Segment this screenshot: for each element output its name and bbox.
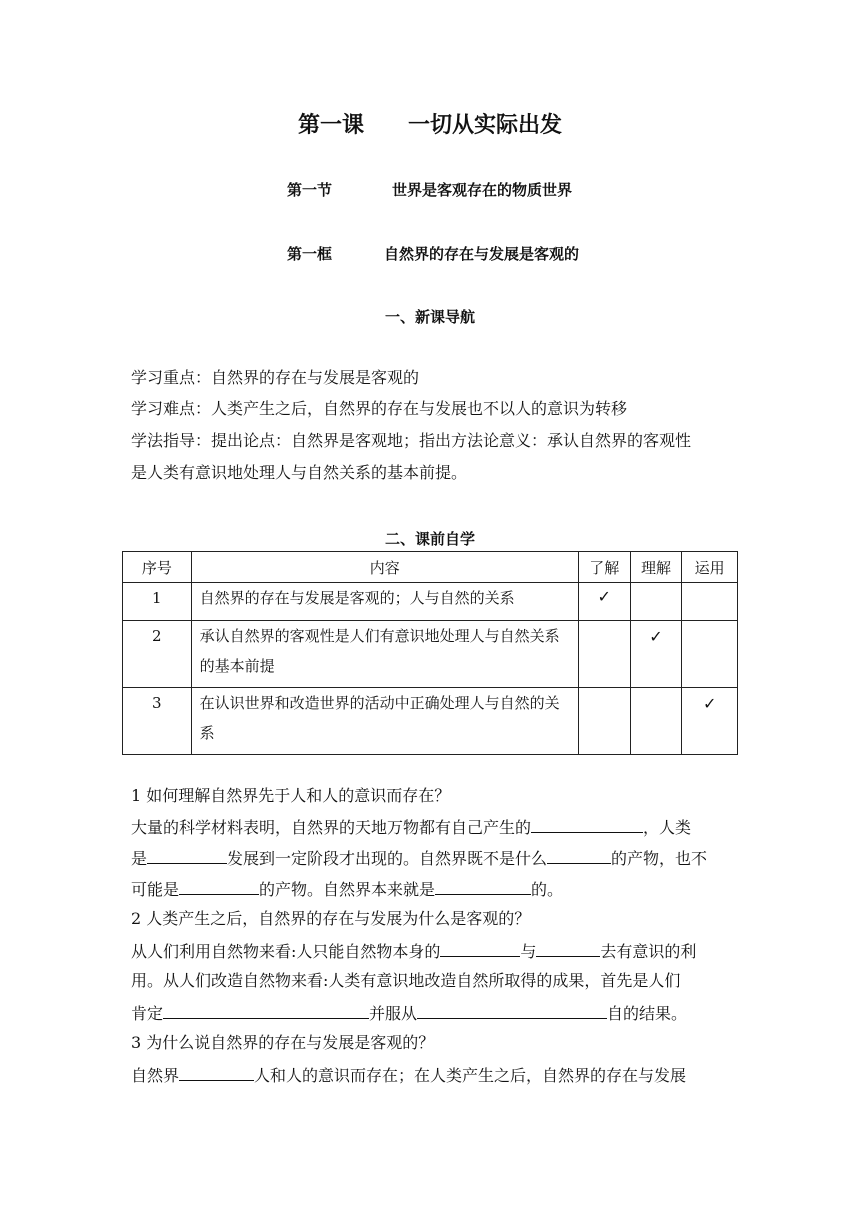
- check-mark-icon: ✓: [702, 694, 717, 713]
- study-difficulty: 学习难点：人类产生之后，自然界的存在与发展也不以人的意识为转移: [131, 399, 628, 418]
- section-label: 第一节: [287, 181, 333, 199]
- header-number: 序号: [123, 552, 192, 583]
- header-content: 内容: [191, 552, 578, 583]
- fill-blank[interactable]: [417, 1004, 607, 1019]
- study-method-line2: 是人类有意识地处理人与自然关系的基本前提。: [131, 463, 468, 482]
- fill-blank[interactable]: [531, 818, 643, 833]
- row-number: 1: [152, 589, 162, 607]
- row-content: 自然界的存在与发展是客观的；人与自然的关系: [199, 589, 515, 607]
- q1-line2: 是 发展到一定阶段才出现的。自然界既不是什么 的产物，也不: [131, 849, 708, 868]
- fill-blank[interactable]: [547, 849, 611, 864]
- table-row: [123, 621, 738, 688]
- row-number: 2: [152, 627, 162, 645]
- part2-heading: 二、课前自学: [384, 530, 475, 548]
- lesson-title: 一切从实际出发: [408, 112, 563, 138]
- q2-line1: 从人们利用自然物来看:人只能自然物本身的 与 去有意识的利: [131, 942, 697, 961]
- header-know: 了解: [578, 552, 630, 583]
- fill-blank[interactable]: [440, 942, 520, 957]
- q2-line3: 肯定 并服从 自的结果。: [131, 1004, 688, 1023]
- study-method-line1: 学法指导：提出论点：自然界是客观地；指出方法论意义：承认自然界的客观性: [131, 431, 692, 450]
- check-mark-icon: ✓: [649, 627, 663, 646]
- part1-heading: 一、新课导航: [384, 308, 475, 326]
- check-mark-icon: ✓: [597, 587, 611, 606]
- study-focus: 学习重点：自然界的存在与发展是客观的: [131, 368, 420, 387]
- self-study-table: [122, 551, 738, 755]
- table-row: [123, 688, 738, 755]
- lesson-label: 第一课: [297, 112, 364, 138]
- fill-blank[interactable]: [179, 1066, 254, 1081]
- frame-title: 自然界的存在与发展是客观的: [384, 245, 580, 263]
- header-understand: 理解: [630, 552, 682, 583]
- section-title: 世界是客观存在的物质世界: [392, 181, 573, 199]
- fill-blank[interactable]: [536, 942, 600, 957]
- fill-blank[interactable]: [163, 1004, 369, 1019]
- fill-blank[interactable]: [147, 849, 227, 864]
- table-row: [123, 583, 738, 621]
- page-title: [0, 108, 860, 139]
- q2-line2: 用。从人们改造自然物来看:人类有意识地改造自然所取得的成果，首先是人们: [131, 971, 681, 990]
- fill-blank[interactable]: [435, 880, 531, 895]
- table-header-row: [123, 552, 738, 583]
- header-apply: 运用: [682, 552, 738, 583]
- question-1: 1 如何理解自然界先于人和人的意识而存在？: [131, 786, 451, 805]
- q3-line1: 自然界 人和人的意识而存在；在人类产生之后，自然界的存在与发展: [131, 1066, 687, 1085]
- row-content: 在认识世界和改造世界的活动中正确处理人与自然的关系: [199, 694, 560, 742]
- row-content: 承认自然界的客观性是人们有意识地处理人与自然关系的基本前提: [199, 627, 560, 675]
- frame-label: 第一框: [287, 245, 333, 263]
- fill-blank[interactable]: [179, 880, 259, 895]
- q1-line3: 可能是 的产物。自然界本来就是 的。: [131, 880, 564, 899]
- q1-line1: 大量的科学材料表明，自然界的天地万物都有自己产生的 ，人类: [131, 818, 692, 837]
- question-2: 2 人类产生之后，自然界的存在与发展为什么是客观的？: [131, 909, 531, 928]
- row-number: 3: [152, 694, 162, 712]
- question-3: 3 为什么说自然界的存在与发展是客观的？: [131, 1033, 435, 1052]
